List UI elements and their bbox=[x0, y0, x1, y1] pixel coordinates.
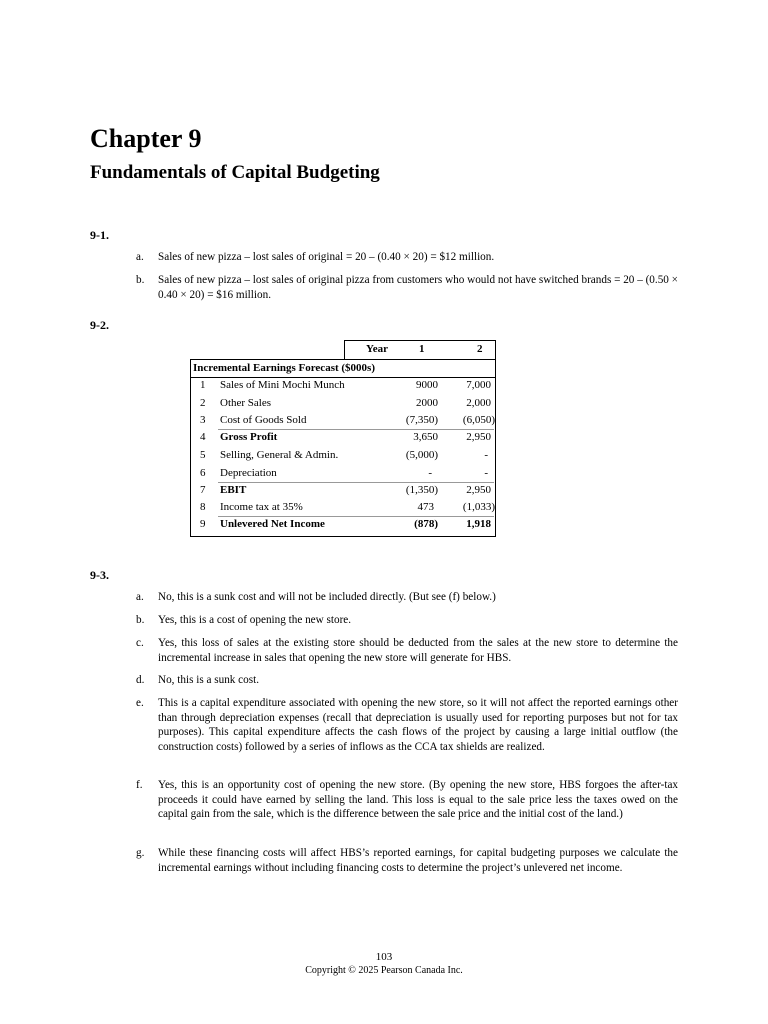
row-label: Sales of Mini Mochi Munch bbox=[220, 379, 345, 391]
row-value-year-2: 2,950 bbox=[466, 484, 491, 496]
row-value-year-1: (5,000) bbox=[405, 449, 438, 461]
row-label: Selling, General & Admin. bbox=[220, 449, 339, 461]
row-number: 8 bbox=[200, 501, 206, 513]
row-label: Gross Profit bbox=[220, 431, 278, 443]
row-number: 6 bbox=[200, 467, 206, 479]
row-value-year-2: 7,000 bbox=[466, 379, 491, 391]
chapter-subtitle: Fundamentals of Capital Budgeting bbox=[90, 162, 380, 183]
year-2-header: 2 bbox=[477, 343, 483, 355]
row-value-year-2: (6,050) bbox=[462, 414, 495, 426]
row-value-year-1: (1,350) bbox=[405, 484, 438, 496]
answer-9-3-e bbox=[136, 696, 678, 770]
row-value-year-1: (878) bbox=[414, 518, 438, 530]
item-text: No, this is a sunk cost and will not be included directly. (But see (f) below.) bbox=[158, 591, 496, 603]
item-letter: a. bbox=[136, 251, 144, 263]
row-label: Cost of Goods Sold bbox=[220, 414, 307, 426]
row-value-year-2: 2,950 bbox=[466, 431, 491, 443]
section-divider bbox=[191, 377, 495, 378]
item-text: Yes, this is a cost of opening the new store. bbox=[158, 614, 352, 626]
row-divider bbox=[218, 482, 494, 483]
answer-9-3-c bbox=[136, 636, 678, 666]
row-divider bbox=[218, 429, 494, 430]
year-1-header: 1 bbox=[419, 343, 425, 355]
item-text: While these financing costs will affect HBS’s reported earnings, for capital budgeting purposes we calculate the incremental earnings without including financing costs to determine the project’s unlevered net income. bbox=[158, 847, 678, 874]
item-text: Sales of new pizza – lost sales of original = 20 – (0.40 × 20) = $12 million. bbox=[158, 251, 495, 263]
row-value-year-2: 2,000 bbox=[466, 397, 491, 409]
answer-9-3-f bbox=[136, 778, 678, 838]
answer-9-3-a bbox=[136, 590, 678, 605]
item-letter: b. bbox=[136, 274, 145, 286]
chapter-title: Chapter 9 bbox=[90, 124, 202, 153]
table-section-title: Incremental Earnings Forecast ($000s) bbox=[193, 362, 375, 374]
item-letter: f. bbox=[136, 779, 143, 791]
row-label: Other Sales bbox=[220, 397, 272, 409]
page-number: 103 bbox=[375, 951, 393, 963]
question-label-9-2: 9-2. bbox=[90, 318, 109, 332]
year-header-label: Year bbox=[366, 343, 388, 355]
row-number: 3 bbox=[200, 414, 206, 426]
row-label: Unlevered Net Income bbox=[220, 518, 325, 530]
question-label-9-1: 9-1. bbox=[90, 228, 109, 242]
row-number: 4 bbox=[200, 431, 206, 443]
row-value-year-2: 1,918 bbox=[466, 518, 491, 530]
row-value-year-1: 3,650 bbox=[413, 431, 438, 443]
row-value-year-1: - bbox=[428, 467, 432, 479]
item-letter: d. bbox=[136, 674, 145, 686]
row-number: 9 bbox=[200, 518, 206, 530]
item-text: Sales of new pizza – lost sales of original pizza from customers who would not have switched brands = 20 – (0.50 × 0.40 × 20) = $16 million. bbox=[158, 274, 678, 301]
question-label-9-3: 9-3. bbox=[90, 568, 109, 582]
item-letter: e. bbox=[136, 697, 144, 709]
answer-9-3-g bbox=[136, 846, 678, 891]
item-text: No, this is a sunk cost. bbox=[158, 674, 259, 686]
row-number: 1 bbox=[200, 379, 206, 391]
item-letter: a. bbox=[136, 591, 144, 603]
row-label: Income tax at 35% bbox=[220, 501, 303, 513]
item-letter: c. bbox=[136, 637, 144, 649]
answer-9-1-a bbox=[136, 250, 678, 265]
row-value-year-1: (7,350) bbox=[405, 414, 438, 426]
item-letter: b. bbox=[136, 614, 145, 626]
item-text: Yes, this loss of sales at the existing store should be deducted from the sales at the new store to determine the incremental increase in sales that opening the new store will generate for HBS. bbox=[158, 637, 678, 664]
row-value-year-1: 9000 bbox=[416, 379, 438, 391]
row-label: Depreciation bbox=[220, 467, 277, 479]
row-number: 7 bbox=[200, 484, 206, 496]
row-value-year-1: 2000 bbox=[416, 397, 438, 409]
row-label: EBIT bbox=[220, 484, 247, 496]
copyright-notice: Copyright © 2025 Pearson Canada Inc. bbox=[305, 965, 463, 976]
row-value-year-2: (1,033) bbox=[462, 501, 495, 513]
row-number: 5 bbox=[200, 449, 206, 461]
item-text: Yes, this is an opportunity cost of opening the new store. (By opening the new store, HBS forgoes the after-tax proceeds it could have earned by selling the land. This loss is equal to the sale price less the taxes owed on the capital gain from the sale, which is the difference between the sale price and the initial cost of the land.) bbox=[158, 779, 678, 821]
item-letter: g. bbox=[136, 847, 145, 859]
item-text: This is a capital expenditure associated with opening the new store, so it will not affect the reported earnings other than through depreciation expenses (recall that depreciation is usually used for reporting purposes but not for tax purposes). This capital expenditure affects the cash flows of the project by causing a large initial outflow (the construction costs) followed by a series of inflows as the CCA tax shields are realized. bbox=[158, 697, 678, 753]
row-divider bbox=[218, 516, 494, 517]
answer-9-1-b bbox=[136, 273, 678, 303]
row-value-year-2: - bbox=[484, 449, 488, 461]
row-value-year-2: - bbox=[484, 467, 488, 479]
row-value-year-1: 473 bbox=[417, 501, 434, 513]
incremental-earnings-table bbox=[190, 340, 496, 536]
row-number: 2 bbox=[200, 397, 206, 409]
answer-9-3-b bbox=[136, 613, 678, 628]
answer-9-3-d bbox=[136, 673, 678, 688]
